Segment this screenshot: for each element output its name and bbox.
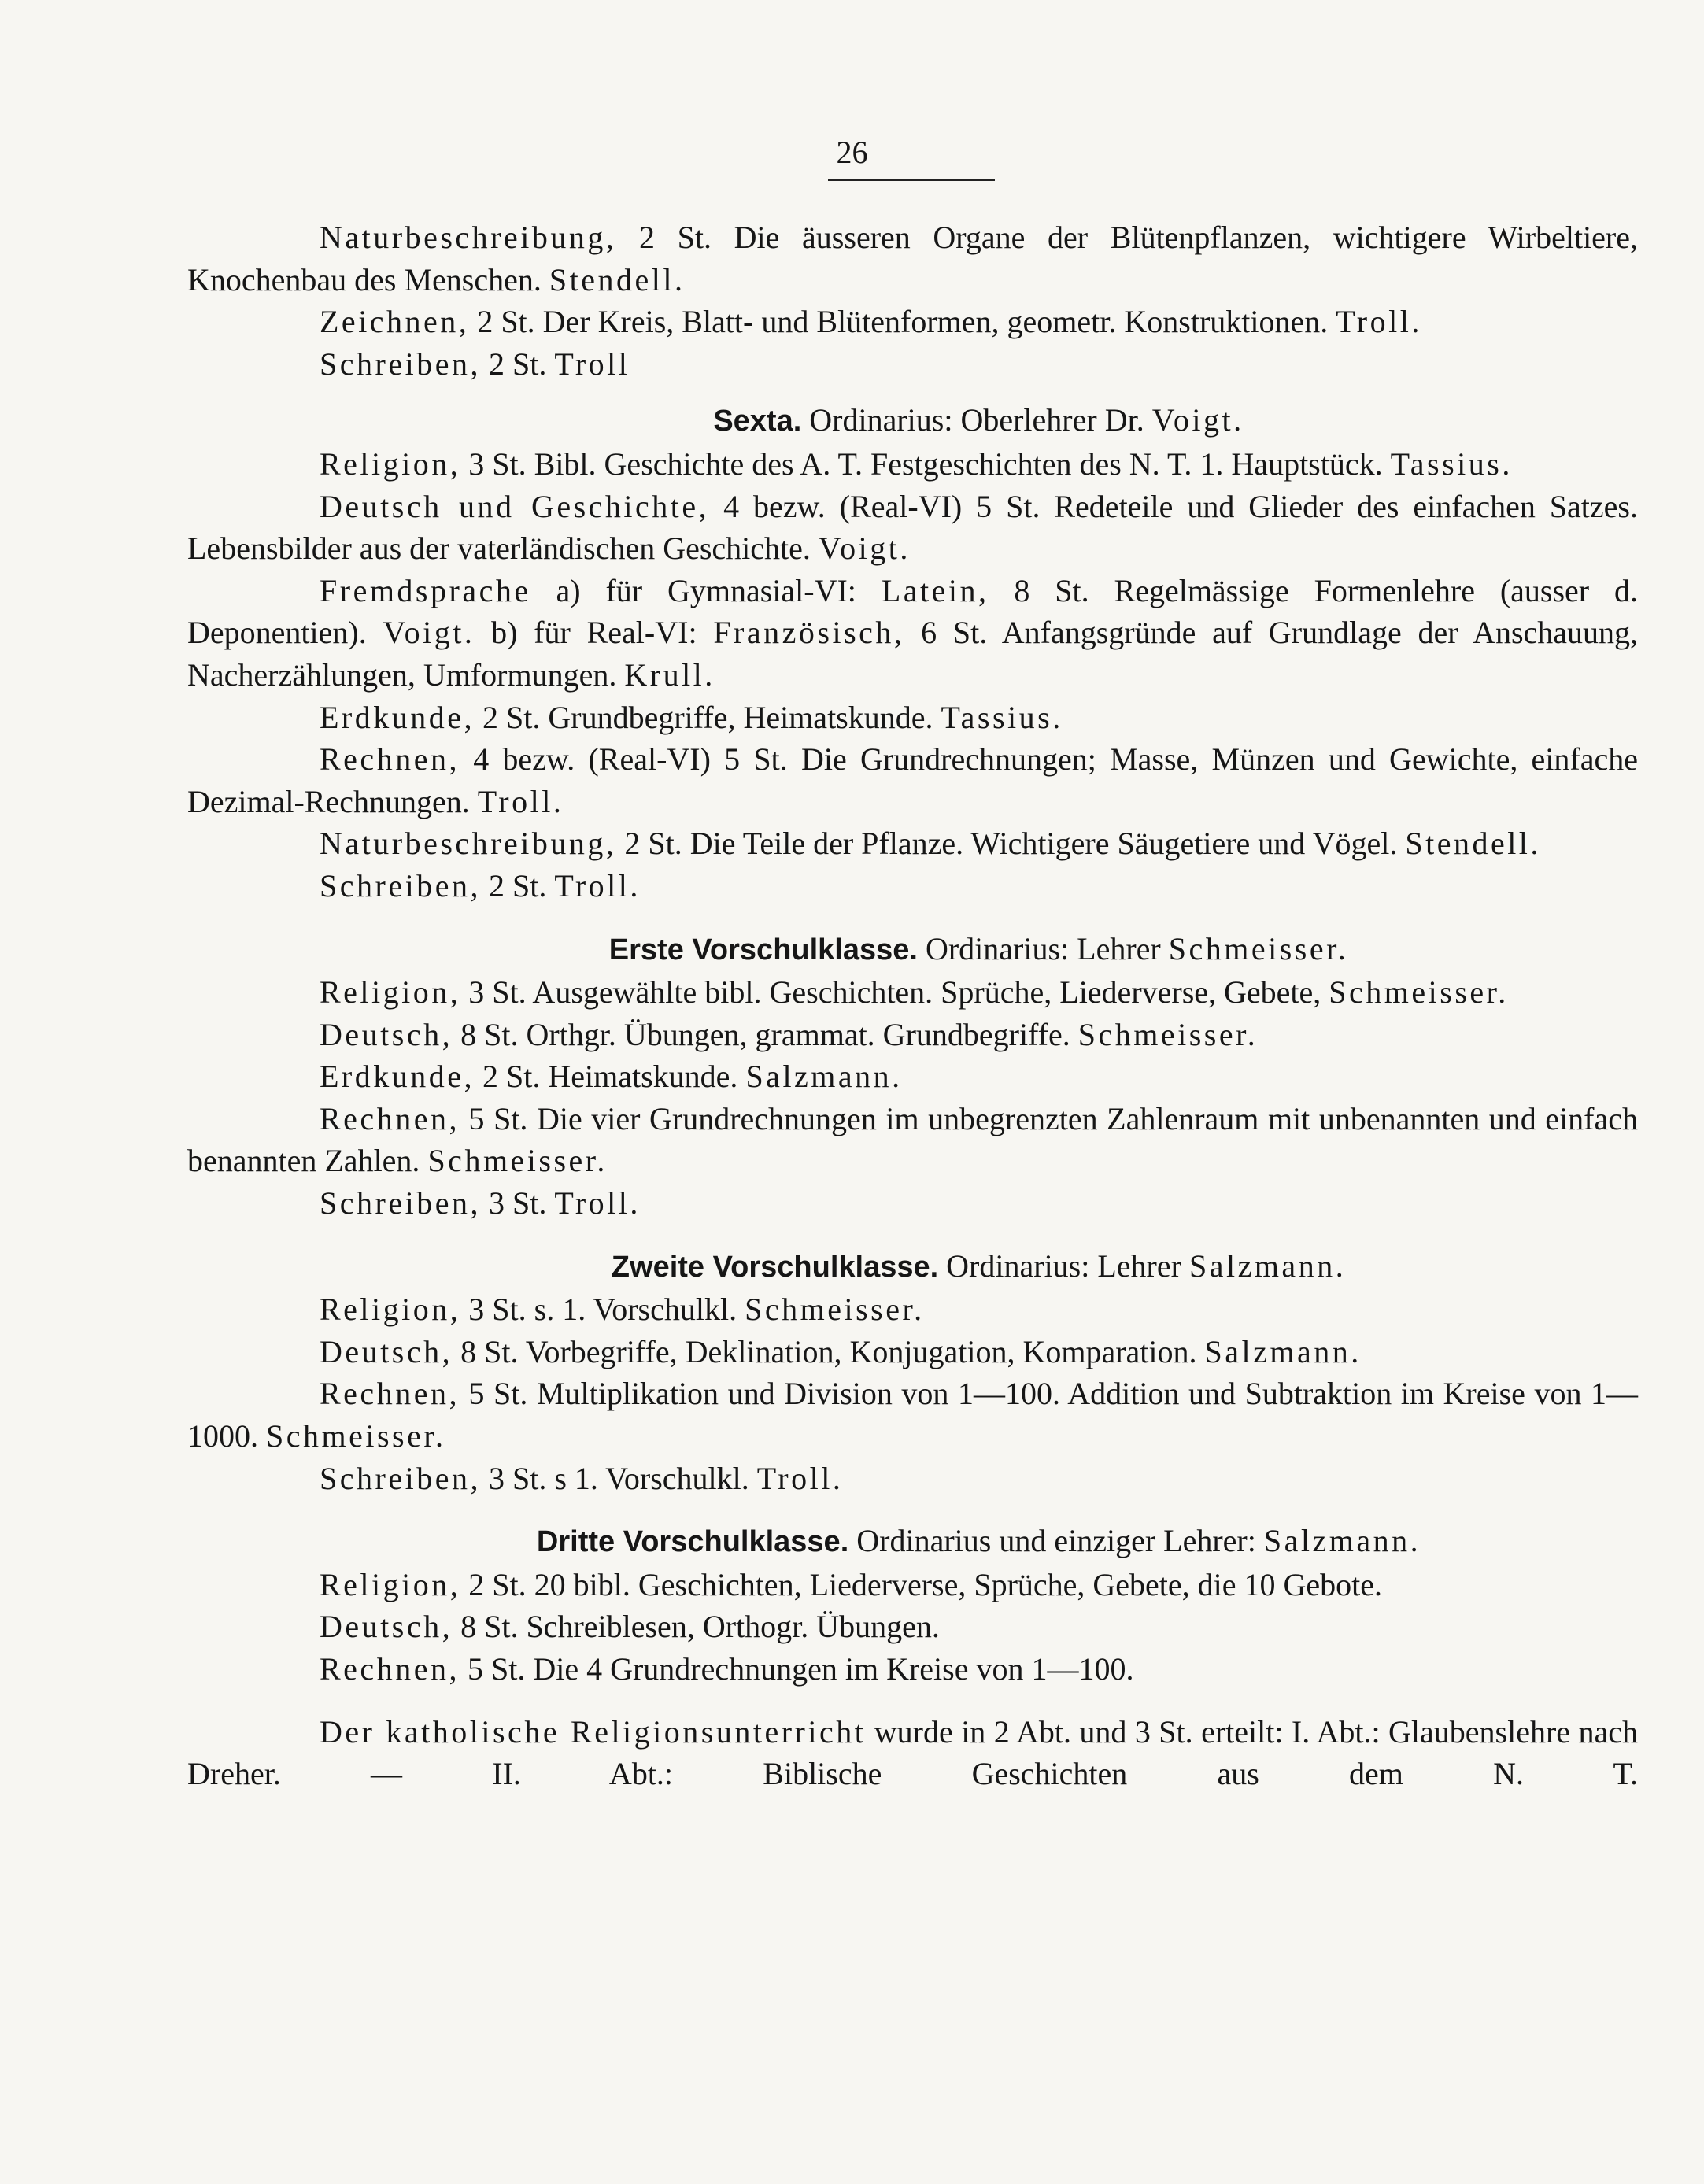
- subject-label: Deutsch und Geschichte,: [320, 488, 710, 524]
- paragraph-text: 3 St.: [488, 1185, 547, 1221]
- paragraph-text: 3 St. Ausgewählte bibl. Geschichten. Sprüche, Liederverse, Gebete,: [468, 974, 1321, 1011]
- teacher-name: Schmeisser.: [1329, 974, 1509, 1011]
- teacher-name: Troll: [554, 346, 630, 382]
- subject-label: Deutsch,: [320, 1333, 453, 1369]
- ordinarius-name: Salzmann.: [1188, 1247, 1347, 1284]
- teacher-name: Tassius.: [1390, 445, 1513, 482]
- paragraph-text: 2 St. Die äusseren Organe der Blütenpflanzen, wichtigere Wirbeltiere, Knochenbau des Menschen.: [187, 220, 1639, 297]
- teacher-name: Troll.: [1336, 304, 1422, 340]
- section-heading-dritte: [187, 1520, 1638, 1564]
- subject-label: Religion,: [320, 1292, 461, 1328]
- paragraph-text: wurde in 2 Abt. und 3 St. erteilt: I. Abt.: Glaubenslehre nach Dreher. — II. Abt.: Biblische Geschichten aus dem N. T.: [187, 1713, 1639, 1792]
- subject-label: Schreiben,: [320, 1185, 481, 1221]
- paragraph-sexta-religion: [187, 443, 1638, 486]
- teacher-name: Stendell.: [549, 261, 686, 297]
- ordinarius-label: Ordinarius: Lehrer: [925, 930, 1161, 966]
- teacher-name: Troll.: [477, 783, 564, 819]
- paragraph-dritte-rechnen: [187, 1648, 1638, 1691]
- paragraph-text: a) für Gymnasial-VI:: [556, 572, 856, 608]
- paragraph-zweite-religion: [187, 1288, 1638, 1331]
- paragraph-erste-schreiben: [187, 1182, 1638, 1225]
- section-title: Zweite Vorschulklasse.: [611, 1250, 939, 1284]
- teacher-name: Schmeisser.: [427, 1143, 608, 1179]
- subject-label: Zeichnen,: [320, 304, 470, 340]
- section-heading-zweite: [187, 1245, 1638, 1289]
- paragraph-text: 8 St. Regelmässige Formenlehre (ausser d. Deponentien).: [187, 572, 1639, 651]
- teacher-name: Krull.: [624, 656, 715, 693]
- subject-label: Naturbeschreibung,: [320, 220, 617, 255]
- teacher-name: Schmeisser.: [1077, 1016, 1259, 1052]
- subject-label: Naturbeschreibung,: [320, 826, 617, 862]
- subject-label: Religion,: [320, 445, 461, 482]
- ordinarius-name: Salzmann.: [1263, 1523, 1421, 1559]
- paragraph-zeichnen: [187, 301, 1638, 343]
- paragraph-text: b) für Real-VI:: [491, 615, 697, 651]
- paragraph-text: 3 St. Bibl. Geschichte des A. T. Festgeschichten des N. T. 1. Hauptstück.: [468, 445, 1383, 482]
- paragraph-zweite-rechnen: [187, 1373, 1638, 1457]
- language-label: Latein,: [881, 572, 989, 608]
- teacher-name: Salzmann.: [1204, 1333, 1362, 1369]
- subject-label: Rechnen,: [320, 1100, 460, 1136]
- teacher-name: Troll.: [554, 1185, 641, 1221]
- section-heading-sexta: [187, 399, 1638, 443]
- paragraph-text: 5 St. Die vier Grundrechnungen im unbegrenzten Zahlenraum mit unbenannten und einfach benannten Zahlen.: [187, 1100, 1639, 1179]
- paragraph-sexta-erdkunde: [187, 697, 1638, 739]
- paragraph-sexta-deutsch: [187, 486, 1638, 570]
- teacher-name: Salzmann.: [745, 1059, 903, 1095]
- teacher-name: Troll.: [554, 867, 641, 904]
- subject-label: Schreiben,: [320, 867, 481, 904]
- subject-label: Erdkunde,: [320, 1059, 475, 1095]
- paragraph-text: 2 St.: [488, 867, 547, 904]
- subject-label: Religion,: [320, 1566, 461, 1602]
- paragraph-erste-religion: [187, 971, 1638, 1014]
- paragraph-zweite-deutsch: [187, 1331, 1638, 1373]
- ordinarius-label: Ordinarius: Lehrer: [946, 1247, 1181, 1284]
- paragraph-sexta-fremdsprache: [187, 570, 1638, 697]
- header-rule: [828, 179, 995, 181]
- subject-label: Religion,: [320, 974, 461, 1011]
- section-title: Sexta.: [713, 405, 802, 438]
- teacher-name: Schmeisser.: [745, 1292, 925, 1328]
- subject-label: Fremdsprache: [320, 572, 531, 608]
- page-number-container: [0, 134, 1704, 171]
- ordinarius-name: Voigt.: [1151, 402, 1244, 438]
- page-number: 26: [836, 135, 868, 170]
- paragraph-sexta-rechnen: [187, 738, 1638, 822]
- paragraph-naturbeschreibung-top: [187, 216, 1638, 301]
- section-title: Erste Vorschulklasse.: [608, 933, 918, 966]
- paragraph-text: 2 St. Heimatskunde.: [482, 1059, 738, 1095]
- subject-label: Deutsch,: [320, 1016, 453, 1052]
- paragraph-text: 4 bezw. (Real-VI) 5 St. Redeteile und Glieder des einfachen Satzes. Lebensbilder aus der vaterländischen Geschichte.: [187, 488, 1638, 567]
- paragraph-text: 2 St. Die Teile der Pflanze. Wichtigere Säugetiere und Vögel.: [624, 826, 1398, 862]
- teacher-name: Voigt.: [383, 615, 475, 651]
- paragraph-text: 5 St. Multiplikation und Division von 1—100. Addition und Subtraktion im Kreise von 1—1000.: [187, 1376, 1639, 1454]
- paragraph-dritte-religion: [187, 1564, 1638, 1606]
- teacher-name: Tassius.: [941, 699, 1063, 735]
- paragraph-text: 3 St. s. 1. Vorschulkl.: [468, 1292, 737, 1328]
- paragraph-sexta-naturbeschreibung: [187, 822, 1638, 865]
- paragraph-text: 2 St.: [488, 346, 547, 382]
- teacher-name: Schmeisser.: [266, 1418, 446, 1454]
- paragraph-text: 2 St. Grundbegriffe, Heimatskunde.: [482, 699, 933, 735]
- paragraph-schreiben-top: [187, 343, 1638, 386]
- paragraph-text: 8 St. Schreiblesen, Orthogr. Übungen.: [460, 1609, 940, 1645]
- subject-label: Erdkunde,: [320, 699, 475, 735]
- paragraph-erste-erdkunde: [187, 1055, 1638, 1098]
- teacher-name: Stendell.: [1405, 826, 1541, 862]
- closing-spaced-text: Der katholische Religionsunterricht: [320, 1713, 867, 1750]
- teacher-name: Troll.: [756, 1460, 844, 1496]
- teacher-name: Voigt.: [818, 530, 911, 567]
- paragraph-text: 8 St. Vorbegriffe, Deklination, Konjugation, Komparation.: [460, 1333, 1197, 1369]
- paragraph-erste-deutsch: [187, 1014, 1638, 1056]
- language-label: Französisch,: [713, 615, 905, 651]
- document-body: [187, 216, 1638, 1795]
- ordinarius-label: Ordinarius und einziger Lehrer:: [856, 1523, 1256, 1559]
- ordinarius-name: Schmeisser.: [1168, 930, 1349, 966]
- paragraph-text: 2 St. Der Kreis, Blatt- und Blütenformen, geometr. Konstruktionen.: [477, 304, 1329, 340]
- paragraph-sexta-schreiben: [187, 865, 1638, 907]
- paragraph-text: 5 St. Die 4 Grundrechnungen im Kreise von 1—100.: [467, 1651, 1134, 1687]
- paragraph-erste-rechnen: [187, 1098, 1638, 1182]
- paragraph-closing: [187, 1711, 1638, 1795]
- paragraph-text: 6 St. Anfangsgründe auf Grundlage der Anschauung, Nacherzählungen, Umformungen.: [187, 615, 1639, 693]
- subject-label: Rechnen,: [320, 1651, 460, 1687]
- paragraph-text: 2 St. 20 bibl. Geschichten, Liederverse, Sprüche, Gebete, die 10 Gebote.: [468, 1566, 1383, 1602]
- section-title: Dritte Vorschulklasse.: [536, 1525, 849, 1559]
- subject-label: Schreiben,: [320, 1460, 481, 1496]
- subject-label: Rechnen,: [320, 1376, 460, 1412]
- paragraph-text: 4 bezw. (Real-VI) 5 St. Die Grundrechnungen; Masse, Münzen und Gewichte, einfache Dezimal-Rechnungen.: [187, 741, 1638, 819]
- paragraph-text: 3 St. s 1. Vorschulkl.: [488, 1460, 749, 1496]
- subject-label: Schreiben,: [320, 346, 481, 382]
- paragraph-zweite-schreiben: [187, 1458, 1638, 1500]
- section-heading-erste: [187, 928, 1638, 972]
- subject-label: Rechnen,: [320, 741, 460, 778]
- paragraph-text: 8 St. Orthgr. Übungen, grammat. Grundbegriffe.: [460, 1016, 1070, 1052]
- ordinarius-label: Ordinarius: Oberlehrer Dr.: [809, 402, 1144, 438]
- paragraph-dritte-deutsch: [187, 1606, 1638, 1648]
- subject-label: Deutsch,: [320, 1609, 453, 1645]
